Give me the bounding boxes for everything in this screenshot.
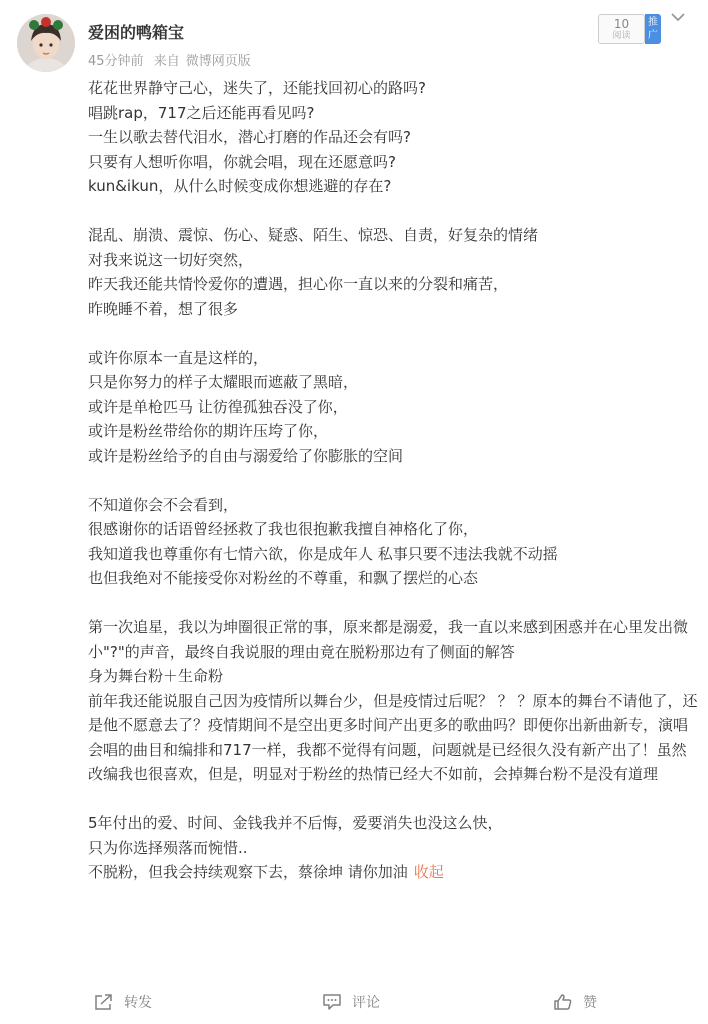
comment-icon [322, 993, 342, 1011]
read-count-box [598, 14, 645, 44]
post-line: 一生以歌去替代泪水，潜心打磨的作品还会有吗? [88, 128, 411, 146]
paragraph-gap [88, 591, 698, 616]
post-paragraph-first-star: 第一次追星，我以为坤圈很正常的事，原来都是溺爱，我一直以来感到困惑并在心里发出微小"?"的声音，最终自我说服的理由竟在脱粉那边有了侧面的解答 [88, 618, 689, 661]
post-line: 昨天我还能共情怜爱你的遭遇，担心你一直以来的分裂和痛苦， [88, 275, 509, 293]
username[interactable]: 爱困的鸭箱宝 [88, 23, 185, 42]
post-line: 或许你原本一直是这样的， [88, 348, 269, 367]
forward-button[interactable] [94, 991, 152, 1013]
post-line: 5年付出的爱、时间、金钱我并不后悔，爱要消失也没这么快， [88, 814, 503, 832]
read-count: 10 [613, 17, 630, 31]
post-line: 我知道我也尊重你有七情六欲，你是成年人 私事只要不违法我就不动摇 [88, 544, 558, 563]
like-button[interactable] [553, 991, 597, 1013]
source-prefix: 来自 [153, 54, 180, 69]
post-line: 不知道你会不会看到， [88, 495, 239, 514]
post-line: 混乱、崩溃、震惊、伤心、疑惑、陌生、惊恐、自责，好复杂的情绪 [88, 226, 539, 244]
post-line: 只是你努力的样子太耀眼而遮蔽了黑暗， [88, 373, 359, 391]
thumbs-up-icon [553, 993, 573, 1011]
post-line: 花花世界静守己心，迷失了，还能找回初心的路吗? [88, 79, 426, 97]
avatar[interactable] [17, 14, 75, 72]
avatar-image [17, 14, 75, 72]
collapse-link[interactable]: 收起 [413, 863, 444, 881]
post-line: kun&ikun，从什么时候变成你想逃避的存在? [88, 177, 392, 195]
forward-label: 转发 [124, 995, 152, 1011]
post-content [88, 76, 698, 885]
post-line: 或许是粉丝给予的自由与溺爱给了你膨胀的空间 [88, 446, 404, 465]
last-line-text: 不脱粉，但我会持续观察下去，蔡徐坤 请你加油 [88, 863, 408, 881]
paragraph-gap [88, 321, 698, 346]
post-line: 对我来说这一切好突然， [88, 250, 254, 269]
paragraph-gap [88, 787, 698, 812]
comment-label: 评论 [352, 995, 380, 1011]
post-last-line [88, 860, 698, 885]
post-meta [88, 50, 257, 69]
action-bar [0, 985, 708, 1021]
post-line: 只为你选择殒落而惋惜.. [88, 838, 248, 857]
post-line: 昨晚睡不着，想了很多 [88, 299, 239, 318]
post-line: 或许是粉丝带给你的期许压垮了你， [88, 422, 329, 440]
post-time[interactable]: 45分钟前 [88, 54, 144, 69]
more-options-button[interactable] [668, 10, 688, 26]
like-label: 赞 [583, 995, 597, 1011]
share-icon [94, 993, 114, 1011]
post-line: 或许是单枪匹马 让彷徨孤独吞没了你， [88, 397, 348, 416]
read-label: 阅读 [612, 31, 631, 41]
comment-button[interactable] [322, 991, 380, 1013]
post-paragraph-last-year: 前年我还能说服自己因为疫情所以舞台少，但是疫情过后呢？ ？ ？原本的舞台不请他了，还是他不愿意去了？疫情期间不是空出更多时间产出更多的歌曲吗？即便你出新曲新专，演唱会唱的曲目和编排和717一样，我都不觉得有问题，问题就是已经很久没有新产出了！虽然改编我也很喜欢，但是，明显对于粉丝的热情已经大不如前，会掉舞台粉不是没有道理 [88, 691, 698, 783]
post-line: 身为舞台粉＋生命粉 [88, 667, 224, 685]
post-line: 很感谢你的话语曾经拯救了我也很抱歉我擅自神格化了你， [88, 520, 479, 538]
paragraph-gap [88, 468, 698, 493]
paragraph-gap [88, 199, 698, 224]
chevron-down-icon [668, 10, 688, 26]
post-source[interactable]: 微博网页版 [185, 54, 251, 69]
post-line: 唱跳rap，717之后还能再看见吗? [88, 103, 315, 122]
post-line: 也但我绝对不能接受你对粉丝的不尊重，和飘了摆烂的心态 [88, 569, 479, 587]
post-line: 只要有人想听你唱，你就会唱，现在还愿意吗? [88, 152, 396, 171]
promote-button[interactable]: 推广 [645, 14, 661, 44]
